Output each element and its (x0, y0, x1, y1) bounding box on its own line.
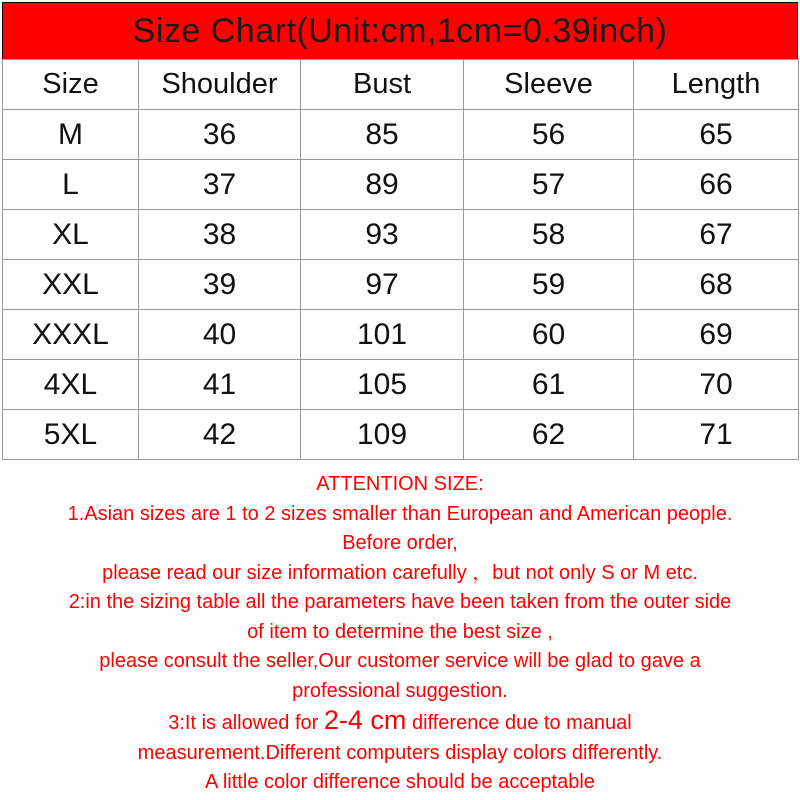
header-bust: Bust (301, 60, 464, 110)
table-cell: 59 (464, 260, 634, 310)
table-cell: 57 (464, 160, 634, 210)
table-cell: XXXL (3, 310, 139, 360)
table-cell: 68 (634, 260, 799, 310)
table-row (3, 260, 799, 310)
table-cell: 61 (464, 360, 634, 410)
table-cell: 66 (634, 160, 799, 210)
table-row (3, 310, 799, 360)
table-cell: 36 (139, 110, 301, 160)
note-tolerance-suffix: difference due to manual (406, 712, 632, 734)
note-line: of item to determine the best size , (247, 620, 553, 643)
table-cell: 65 (634, 110, 799, 160)
table-cell: 89 (301, 160, 464, 210)
header-size: Size (3, 60, 139, 110)
note-line-tolerance (0, 706, 800, 739)
note-line: A little color difference should be acceptable (205, 771, 595, 793)
note-line: please consult the seller,Our customer service will be glad to gave a (99, 650, 701, 672)
note-line: Before order, (342, 532, 458, 554)
attention-heading: ATTENTION SIZE: (316, 473, 484, 495)
table-cell: 71 (634, 410, 799, 460)
table-cell: M (3, 110, 139, 160)
attention-notes (0, 470, 800, 798)
table-header-row (3, 60, 799, 110)
table-cell: 105 (301, 360, 464, 410)
table-cell: 41 (139, 360, 301, 410)
table-row (3, 160, 799, 210)
table-cell: 39 (139, 260, 301, 310)
table-cell: 5XL (3, 410, 139, 460)
table-cell: L (3, 160, 139, 210)
table-cell: 101 (301, 310, 464, 360)
table-row (3, 360, 799, 410)
note-line: please read our size information carefully ，but not only S or M etc. (102, 561, 698, 584)
table-cell: 38 (139, 210, 301, 260)
size-table (2, 59, 799, 460)
table-cell: 58 (464, 210, 634, 260)
header-shoulder: Shoulder (139, 60, 301, 110)
tolerance-highlight: 2-4 cm (323, 705, 407, 735)
size-chart-title: Size Chart(Unit:cm,1cm=0.39inch) (2, 2, 798, 60)
table-cell: XXL (3, 260, 139, 310)
table-cell: 40 (139, 310, 301, 360)
note-line: professional suggestion. (292, 679, 508, 702)
table-cell: 70 (634, 360, 799, 410)
table-cell: 109 (301, 410, 464, 460)
table-row (3, 110, 799, 160)
table-cell: 93 (301, 210, 464, 260)
note-line: measurement.Different computers display colors differently. (137, 741, 663, 764)
note-line: 2:in the sizing table all the parameters have been taken from the outer side (68, 591, 732, 613)
header-sleeve: Sleeve (464, 60, 634, 110)
note-tolerance-prefix: 3:It is allowed for (168, 712, 324, 734)
table-cell: 37 (139, 160, 301, 210)
table-cell: 42 (139, 410, 301, 460)
table-cell: 69 (634, 310, 799, 360)
note-line: 1.Asian sizes are 1 to 2 sizes smaller than European and American people. (67, 502, 733, 525)
table-row (3, 410, 799, 460)
table-cell: 85 (301, 110, 464, 160)
table-cell: 4XL (3, 360, 139, 410)
table-cell: XL (3, 210, 139, 260)
table-cell: 56 (464, 110, 634, 160)
table-cell: 67 (634, 210, 799, 260)
table-row (3, 210, 799, 260)
header-length: Length (634, 60, 799, 110)
table-cell: 97 (301, 260, 464, 310)
table-cell: 62 (464, 410, 634, 460)
table-cell: 60 (464, 310, 634, 360)
